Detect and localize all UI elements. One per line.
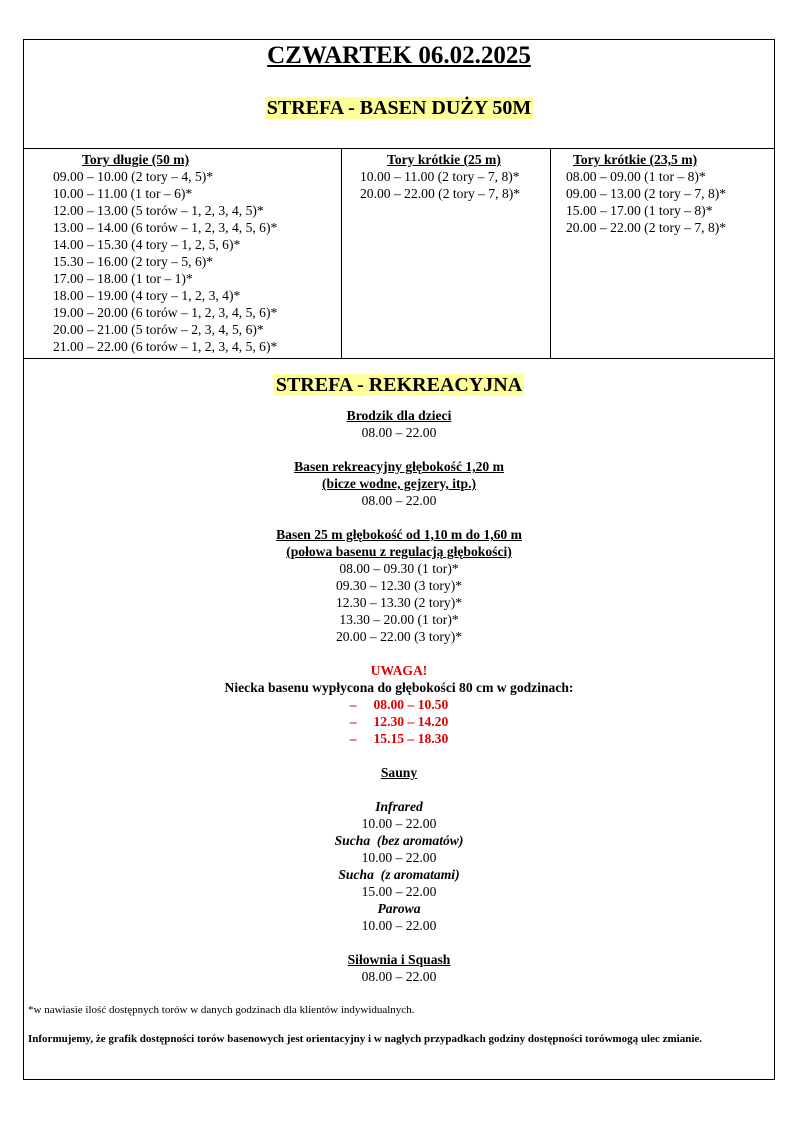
lane-row: 15.30 – 16.00 (2 tory – 5, 6)*: [53, 254, 214, 269]
footnote: *w nawiasie ilość dostępnych torów w danych godzinach dla klientów indywidualnych.: [28, 1004, 415, 1016]
lane-row: 12.00 – 13.00 (5 torów – 1, 2, 3, 4, 5)*: [53, 203, 264, 218]
info-notice: Informujemy, że grafik dostępności torów basenowych jest orientacyjny i w nagłych przypadkach godziny dostępności torówmogą ulec zmianie.: [28, 1033, 703, 1045]
gym-hours: 08.00 – 22.00: [361, 969, 437, 984]
column-short-lanes-23-5: [551, 148, 774, 358]
zone-title-recreation-text: STREFA - REKREACYJNA: [275, 374, 523, 396]
zone-title-recreation: [24, 373, 774, 397]
lane-row: 19.00 – 20.00 (6 torów – 1, 2, 3, 4, 5, 6)*: [53, 305, 278, 320]
warning-time: – 12.30 – 14.20: [349, 714, 449, 729]
sauna-hours: 10.00 – 22.00: [361, 850, 437, 865]
pool25-heading: Basen 25 m głębokość od 1,10 m do 1,60 m: [276, 527, 522, 542]
rec-pool-subheading: (bicze wodne, gejzery, itp.): [321, 476, 477, 491]
sauna-hours: 10.00 – 22.00: [361, 816, 437, 831]
sauna-name: Sucha (z aromatami): [338, 867, 460, 882]
column-long-lanes: [24, 148, 342, 358]
gym-heading: Siłownia i Squash: [347, 952, 451, 967]
lane-row: 14.00 – 15.30 (4 tory – 1, 2, 5, 6)*: [53, 237, 241, 252]
rec-pool-heading: Basen rekreacyjny głębokość 1,20 m: [294, 459, 504, 474]
kids-pool-hours: 08.00 – 22.00: [361, 425, 437, 440]
lane-row: 10.00 – 11.00 (1 tor – 6)*: [53, 186, 193, 201]
sauna-hours: 10.00 – 22.00: [361, 918, 437, 933]
schedule-frame: [23, 39, 775, 1080]
page-title: CZWARTEK 06.02.2025: [267, 42, 531, 69]
lanes-table: [24, 148, 774, 359]
warning-label: UWAGA!: [370, 663, 428, 678]
lane-row: 13.00 – 14.00 (6 torów – 1, 2, 3, 4, 5, 6)*: [53, 220, 278, 235]
column-short-lanes-25: [342, 148, 551, 358]
pool25-row: 09.30 – 12.30 (3 tory)*: [335, 578, 463, 593]
lane-row: 20.00 – 22.00 (2 tory – 7, 8)*: [566, 220, 727, 235]
lane-row: 21.00 – 22.00 (6 torów – 1, 2, 3, 4, 5, 6)*: [53, 339, 278, 354]
warning-text: Niecka basenu wypłycona do głębokości 80 cm w godzinach:: [224, 680, 574, 695]
warning-time: – 15.15 – 18.30: [349, 731, 449, 746]
lane-row: 17.00 – 18.00 (1 tor – 1)*: [53, 271, 193, 286]
lane-row: 09.00 – 13.00 (2 tory – 7, 8)*: [566, 186, 727, 201]
lane-rows: [551, 168, 774, 236]
lane-row: 18.00 – 19.00 (4 tory – 1, 2, 3, 4)*: [53, 288, 241, 303]
lane-row: 10.00 – 11.00 (2 tory – 7, 8)*: [360, 169, 520, 184]
lane-row: 15.00 – 17.00 (1 tory – 8)*: [566, 203, 713, 218]
sauna-name: Infrared: [375, 799, 423, 814]
title-box: [24, 40, 774, 149]
pool25-subheading: (połowa basenu z regulacją głębokości): [286, 544, 512, 559]
lane-row: 20.00 – 22.00 (2 tory – 7, 8)*: [360, 186, 521, 201]
sauna-hours: 15.00 – 22.00: [361, 884, 437, 899]
pool25-row: 12.30 – 13.30 (2 tory)*: [335, 595, 463, 610]
warning-time: – 08.00 – 10.50: [349, 697, 449, 712]
pool25-row: 13.30 – 20.00 (1 tor)*: [339, 612, 459, 627]
recreation-zone: [24, 358, 774, 985]
lane-rows: [24, 168, 341, 355]
lane-row: 09.00 – 10.00 (2 tory – 4, 5)*: [53, 169, 214, 184]
zone-title-big-pool: [24, 97, 774, 120]
lane-rows: [342, 168, 550, 202]
column-heading: Tory krótkie (23,5 m): [573, 152, 698, 167]
kids-pool-heading: Brodzik dla dzieci: [346, 408, 452, 423]
sauna-name: Sucha (bez aromatów): [334, 833, 464, 848]
rec-pool-hours: 08.00 – 22.00: [361, 493, 437, 508]
column-heading: Tory krótkie (25 m): [387, 152, 501, 167]
lane-row: 20.00 – 21.00 (5 torów – 2, 3, 4, 5, 6)*: [53, 322, 264, 337]
sauna-name: Parowa: [377, 901, 421, 916]
saunas-heading: Sauny: [380, 765, 418, 780]
column-heading: Tory długie (50 m): [82, 152, 190, 167]
lane-row: 08.00 – 09.00 (1 tor – 8)*: [566, 169, 706, 184]
pool25-row: 08.00 – 09.30 (1 tor)*: [339, 561, 459, 576]
zone-title-big-pool-text: STREFA - BASEN DUŻY 50M: [266, 97, 532, 119]
pool25-row: 20.00 – 22.00 (3 tory)*: [335, 629, 463, 644]
